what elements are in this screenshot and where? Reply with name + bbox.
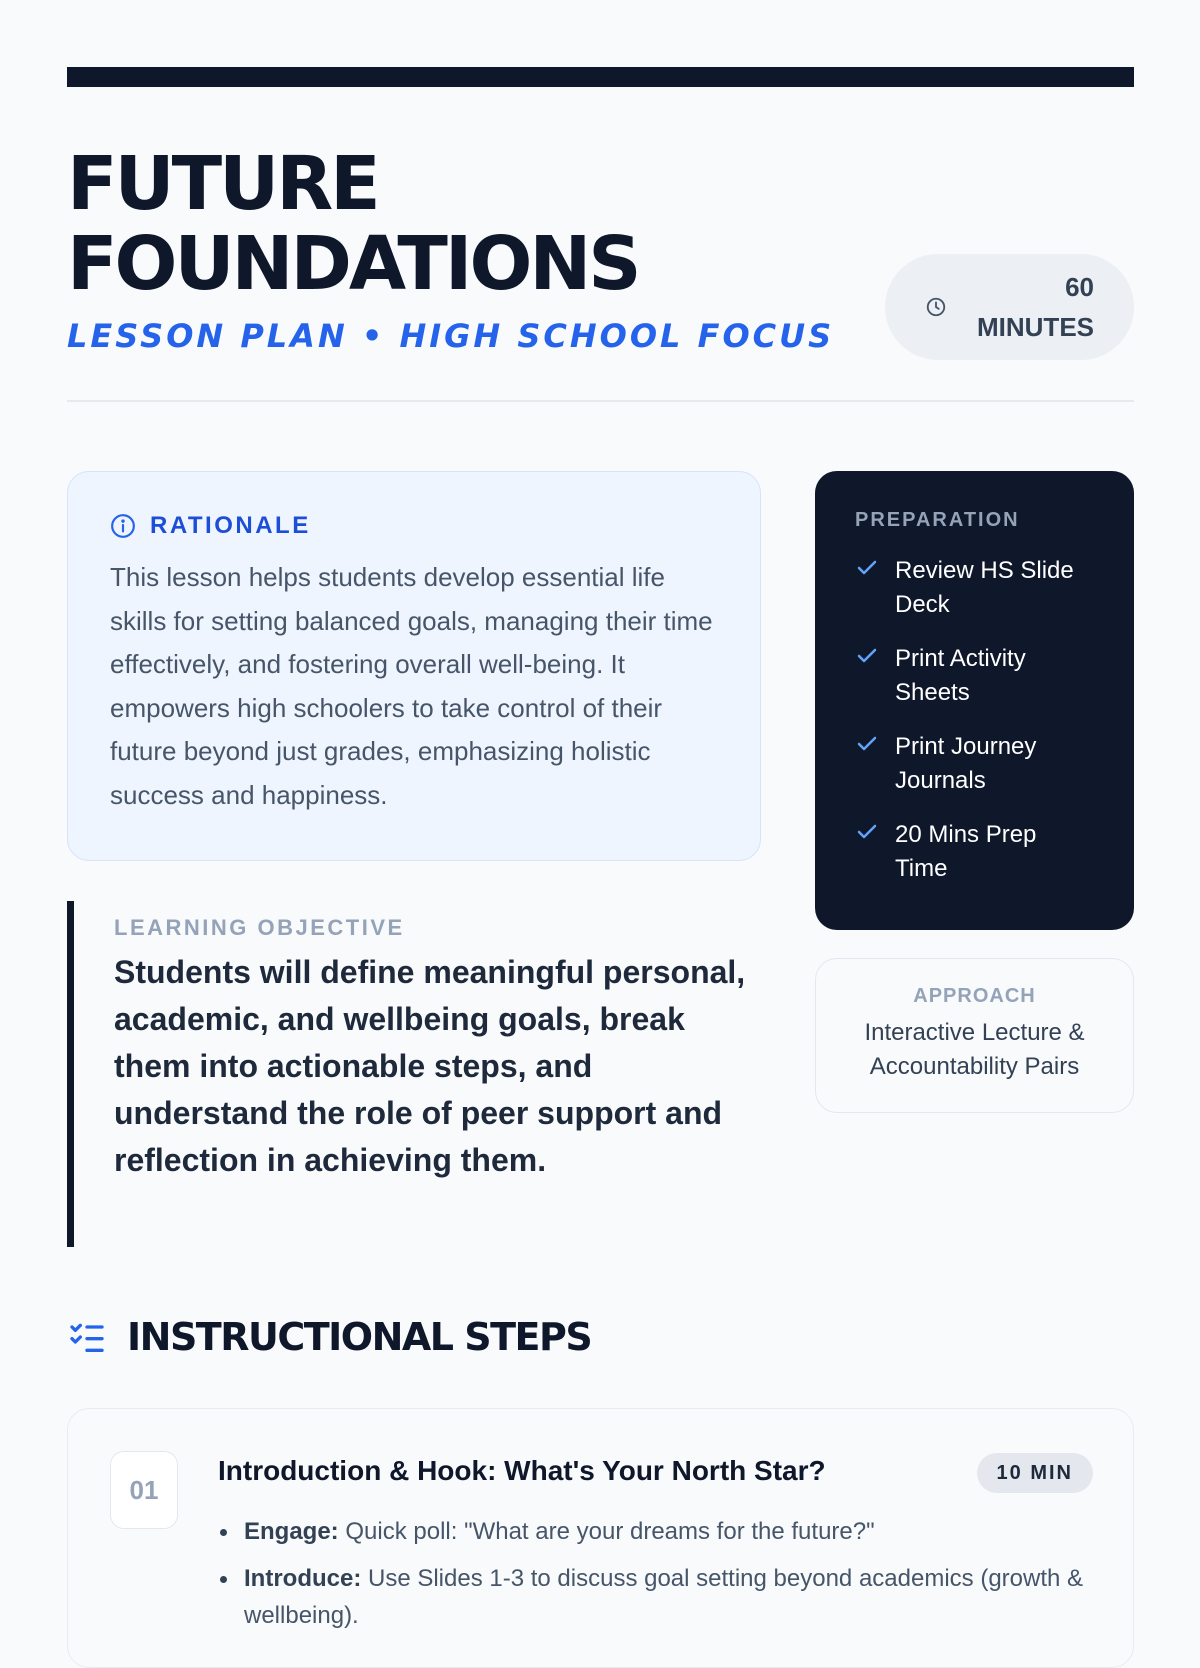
objective-body: Students will define meaningful personal, academic, and wellbeing goals, break them into actionable steps, and understand the role of peer support and reflection in achieving them.: [114, 954, 746, 1178]
rationale-body: This lesson helps students develop essential life skills for setting balanced goals, managing their time effectively, and fostering overall well-being. It empowers high schoolers to take control of their future beyond just grades, emphasizing holistic success and happiness.: [110, 562, 713, 810]
duration-unit: MINUTES: [977, 312, 1094, 342]
approach-heading: APPROACH: [913, 985, 1036, 1007]
preparation-item: [855, 642, 1094, 710]
preparation-item: [855, 554, 1094, 622]
steps-heading: INSTRUCTIONAL STEPS: [127, 1315, 592, 1359]
rationale-card: [67, 471, 761, 861]
rationale-heading: RATIONALE: [150, 512, 311, 539]
rationale-header: [110, 512, 718, 540]
step-card: [67, 1408, 1134, 1668]
preparation-heading: PREPARATION: [855, 509, 1020, 531]
check-icon: [855, 556, 879, 580]
bullet-text: Use Slides 1-3 to discuss goal setting beyond academics (growth & wellbeing).: [244, 1565, 1084, 1629]
checklist-icon: [67, 1317, 107, 1357]
check-icon: [855, 644, 879, 668]
step-duration-badge: 10 MIN: [977, 1453, 1093, 1493]
page-subtitle: LESSON PLAN • HIGH SCHOOL FOCUS: [67, 317, 835, 355]
approach-card: [815, 958, 1134, 1113]
step-bullet-list: [218, 1513, 1108, 1644]
objective-heading: LEARNING OBJECTIVE: [114, 915, 405, 940]
learning-objective: [67, 901, 761, 1247]
duration-text: [971, 267, 1094, 347]
bullet-label: Introduce:: [244, 1565, 362, 1592]
step-number: 01: [110, 1451, 178, 1529]
preparation-item-label: Print Journey Journals: [895, 733, 1037, 794]
duration-number: 60: [1065, 272, 1094, 302]
bullet-text: Quick poll: "What are your dreams for the future?": [338, 1518, 875, 1545]
check-icon: [855, 820, 879, 844]
info-icon: [110, 513, 136, 539]
preparation-item-label: Print Activity Sheets: [895, 645, 1026, 706]
approach-body: Interactive Lecture & Accountability Pairs: [864, 1019, 1085, 1080]
title-line-2: FOUNDATIONS: [67, 221, 639, 307]
header-divider: [67, 400, 1134, 402]
preparation-item: [855, 730, 1094, 798]
bullet-label: Engage:: [244, 1518, 339, 1545]
check-icon: [855, 732, 879, 756]
preparation-card: [815, 471, 1134, 930]
preparation-item-label: Review HS Slide Deck: [895, 557, 1074, 618]
page-title: [67, 141, 639, 307]
step-title: Introduction & Hook: What's Your North Star?: [218, 1455, 826, 1486]
steps-section-header: [67, 1315, 591, 1359]
duration-badge: [885, 254, 1134, 360]
preparation-item: [855, 818, 1094, 886]
title-line-1: FUTURE: [67, 141, 378, 227]
header-accent-bar: [67, 67, 1134, 87]
preparation-item-label: 20 Mins Prep Time: [895, 821, 1037, 882]
list-item: [218, 1560, 1108, 1634]
clock-icon: [925, 296, 947, 318]
list-item: [218, 1513, 1108, 1550]
